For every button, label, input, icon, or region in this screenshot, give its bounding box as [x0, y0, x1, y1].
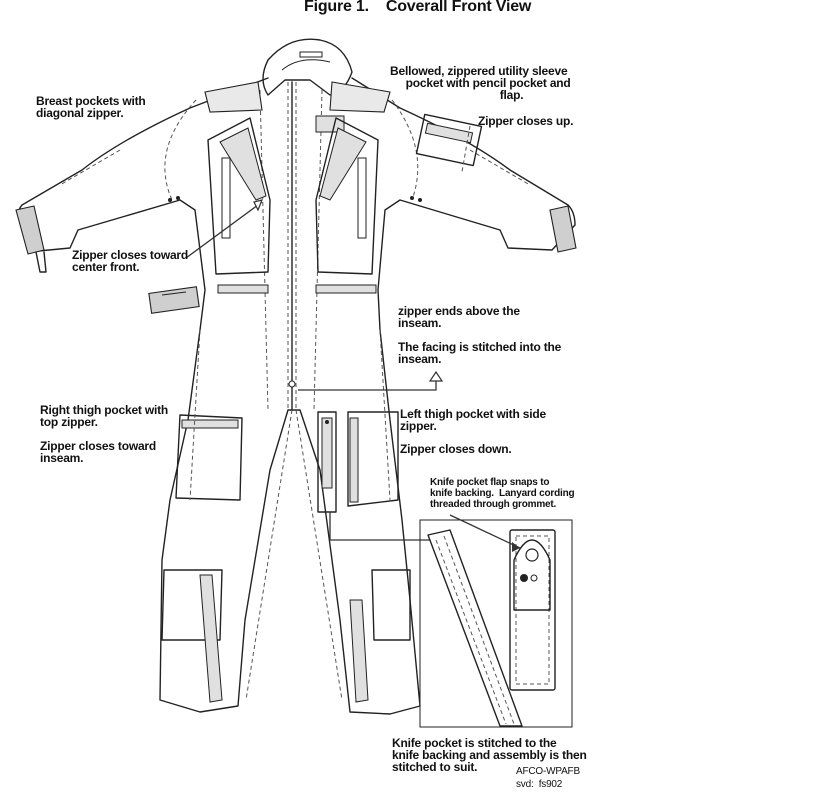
breast-pocket-left — [208, 118, 270, 274]
label-left-thigh-zipper: Zipper closes down. — [400, 442, 512, 456]
lower-leg-pockets — [162, 570, 410, 702]
right-thigh-pocket — [176, 415, 242, 500]
callout-pointers — [186, 200, 442, 540]
waist-belt — [149, 285, 376, 313]
credit-line-2: svd: fs902 — [516, 779, 563, 790]
label-breast-pockets: Breast pockets with diagonal zipper. — [36, 94, 146, 120]
label-right-thigh-zipper: Zipper closes toward inseam. — [40, 439, 157, 465]
label-facing: The facing is stitched into the inseam. — [398, 340, 562, 366]
knife-pocket-on-leg — [318, 412, 336, 512]
label-zipper-center: Zipper closes toward center front. — [72, 248, 189, 274]
sleeve-utility-pocket — [416, 114, 481, 172]
figure-title: Figure 1. Coverall Front View — [304, 0, 532, 15]
label-right-thigh: Right thigh pocket with top zipper. — [40, 403, 169, 429]
label-zipper-ends: zipper ends above the inseam. — [398, 304, 520, 330]
label-knife-pocket: Knife pocket is stitched to the knife backing and assembly is then stitched to suit. — [392, 736, 587, 774]
credit-line-1: AFCO-WPAFB — [516, 766, 580, 777]
label-sleeve-zipper: Zipper closes up. — [478, 114, 574, 128]
label-knife-flap: Knife pocket flap snaps to knife backing. Lanyard cording threaded through grommet. — [430, 477, 575, 510]
knife-pocket-detail-inset — [420, 515, 572, 727]
label-left-thigh: Left thigh pocket with side zipper. — [400, 407, 546, 433]
label-sleeve-pocket: Bellowed, zippered utility sleeve pocket with pencil pocket and flap. — [390, 64, 571, 102]
breast-pocket-right — [316, 118, 378, 274]
